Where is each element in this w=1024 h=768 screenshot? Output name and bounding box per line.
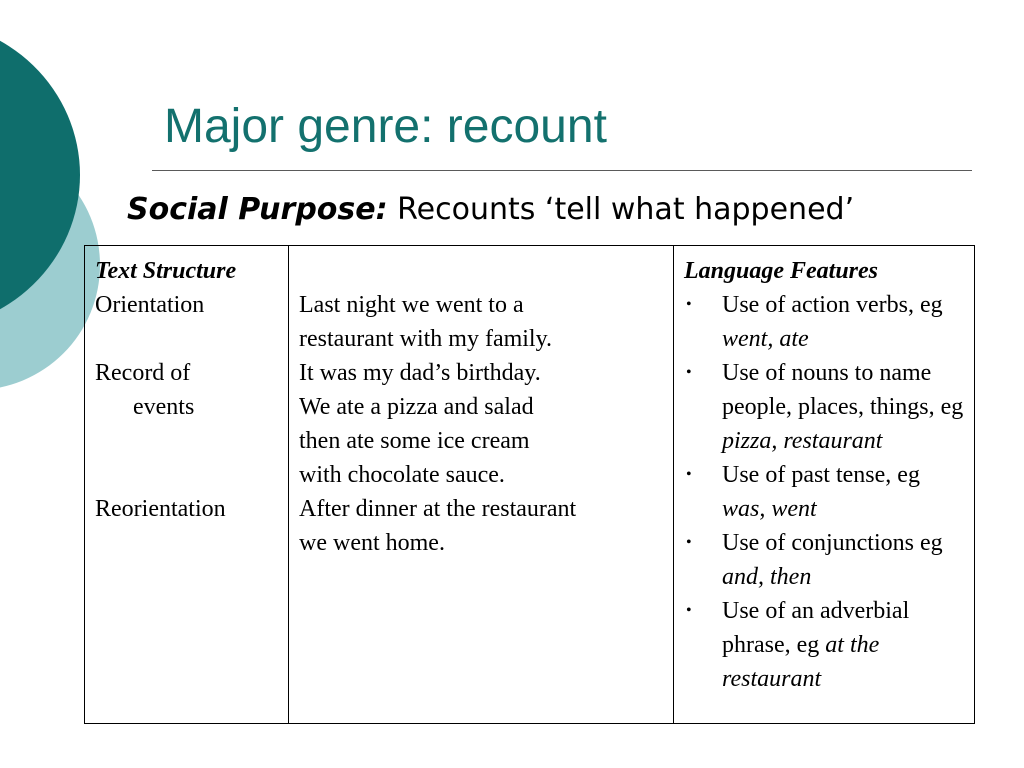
example-cell (289, 246, 674, 724)
bullet-icon: • (686, 602, 692, 619)
feature-text: Use of conjunctions eg (722, 530, 943, 556)
list-item (684, 458, 964, 526)
example-line: we went home. (299, 530, 445, 556)
feature-text: Use of past tense, eg (722, 462, 920, 488)
title-divider (152, 170, 972, 171)
spacer (95, 322, 278, 356)
list-item (684, 288, 964, 356)
structure-cell (85, 246, 289, 724)
features-list (684, 288, 964, 696)
example-line: restaurant with my family. (299, 326, 553, 352)
example-line: with chocolate sauce. (299, 462, 505, 488)
table-row (85, 246, 975, 724)
subtitle-label: Social Purpose: (127, 192, 388, 227)
spacer (95, 458, 278, 492)
example-line: then ate some ice cream (299, 428, 530, 454)
stage-orientation: Orientation (95, 292, 205, 318)
bullet-icon: • (686, 534, 692, 551)
feature-example: at the restaurant (722, 632, 880, 692)
spacer (95, 424, 278, 458)
stage-record-of: Record of (95, 360, 191, 386)
example-line: After dinner at the restaurant (299, 496, 577, 522)
spacer (299, 254, 663, 288)
feature-text: Use of an adverbial phrase, eg (722, 598, 910, 658)
example-line: It was my dad’s birthday. (299, 360, 541, 386)
features-cell (674, 246, 975, 724)
feature-text: Use of nouns to name people, places, things, eg (722, 360, 964, 420)
bullet-icon: • (686, 466, 692, 483)
features-header: Language Features (684, 258, 879, 284)
feature-text: Use of action verbs, eg (722, 292, 943, 318)
list-item (684, 526, 964, 594)
slide-title: Major genre: recount (164, 100, 607, 153)
feature-example: and, then (722, 564, 812, 590)
stage-events: events (133, 394, 195, 420)
bullet-icon: • (686, 364, 692, 381)
bullet-icon: • (686, 296, 692, 313)
list-item (684, 356, 964, 458)
feature-example: was, went (722, 496, 817, 522)
feature-example: went, ate (722, 326, 809, 352)
structure-header: Text Structure (95, 258, 237, 284)
recount-table (84, 245, 975, 724)
feature-example: pizza, restaurant (722, 428, 883, 454)
slide-subtitle (127, 190, 854, 230)
stage-reorientation: Reorientation (95, 496, 226, 522)
example-line: Last night we went to a (299, 292, 524, 318)
example-line: We ate a pizza and salad (299, 394, 534, 420)
list-item (684, 594, 964, 696)
subtitle-text: Recounts ‘tell what happened’ (387, 192, 855, 227)
